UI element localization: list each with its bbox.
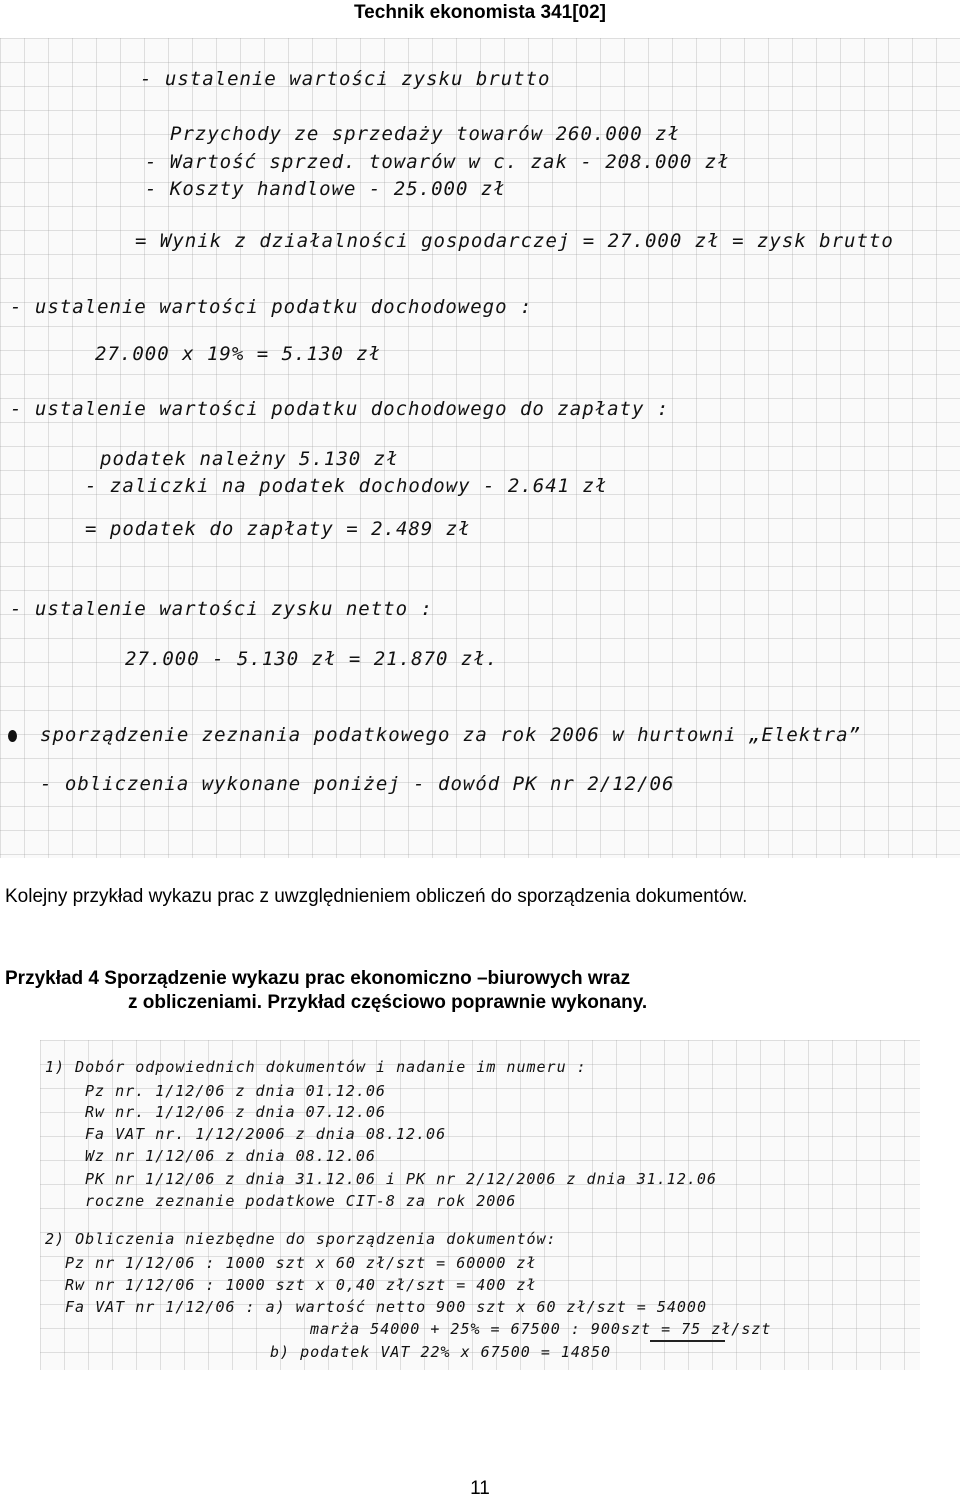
page-number: 11 <box>470 1478 490 1499</box>
handwritten-line: Rw nr 1/12/06 : 1000 szt x 0,40 zł/szt = 400 zł <box>65 1276 537 1294</box>
handwritten-line: sporządzenie zeznania podatkowego za rok 2006 w hurtowni „Elektra” <box>40 724 861 746</box>
handwritten-line: - ustalenie wartości zysku brutto <box>140 68 551 90</box>
handwritten-line: b) podatek VAT 22% x 67500 = 14850 <box>270 1343 612 1361</box>
handwritten-line: - ustalenie wartości zysku netto : <box>10 598 433 620</box>
handwritten-line: - obliczenia wykonane poniżej - dowód PK nr 2/12/06 <box>40 773 675 795</box>
handwritten-line: = Wynik z działalności gospodarczej = 27.000 zł = zysk brutto <box>135 230 894 252</box>
handwritten-line: 2) Obliczenia niezbędne do sporządzenia dokumentów: <box>45 1230 557 1248</box>
handwritten-scan-calculations <box>0 38 960 858</box>
handwritten-line: - zaliczki na podatek dochodowy - 2.641 zł <box>85 475 608 497</box>
example-heading-line2: z obliczeniami. Przykład częściowo poprawnie wykonany. <box>128 992 648 1013</box>
handwritten-line: Fa VAT nr. 1/12/2006 z dnia 08.12.06 <box>85 1125 447 1143</box>
handwritten-line: Fa VAT nr 1/12/06 : a) wartość netto 900 szt x 60 zł/szt = 54000 <box>65 1298 707 1316</box>
handwritten-line: Rw nr. 1/12/06 z dnia 07.12.06 <box>85 1103 386 1121</box>
intro-paragraph: Kolejny przykład wykazu prac z uwzględnieniem obliczeń do sporządzenia dokumentów. <box>5 886 748 907</box>
handwritten-scan-work-list <box>40 1040 920 1370</box>
handwritten-line: Wz nr 1/12/06 z dnia 08.12.06 <box>85 1147 376 1165</box>
example-heading-line1: Przykład 4 Sporządzenie wykazu prac ekonomiczno –biurowych wraz <box>5 968 631 989</box>
handwritten-line: - ustalenie wartości podatku dochodowego do zapłaty : <box>10 398 670 420</box>
handwritten-line: roczne zeznanie podatkowe CIT-8 za rok 2006 <box>85 1192 517 1210</box>
handwritten-line: marża 54000 + 25% = 67500 : 900szt = 75 zł/szt <box>310 1320 772 1338</box>
handwritten-line: - Wartość sprzed. towarów w c. zak - 208.000 zł <box>145 151 730 173</box>
handwritten-line: - Koszty handlowe - 25.000 zł <box>145 178 506 200</box>
handwritten-line: PK nr 1/12/06 z dnia 31.12.06 i PK nr 2/12/2006 z dnia 31.12.06 <box>85 1170 717 1188</box>
handwritten-line: Pz nr. 1/12/06 z dnia 01.12.06 <box>85 1082 386 1100</box>
page-header-title: Technik ekonomista 341[02] <box>353 2 607 23</box>
handwritten-line: Pz nr 1/12/06 : 1000 szt x 60 zł/szt = 60000 zł <box>65 1254 537 1272</box>
handwritten-line: 1) Dobór odpowiednich dokumentów i nadanie im numeru : <box>45 1058 587 1076</box>
bullet-icon <box>8 730 17 742</box>
handwritten-line: - ustalenie wartości podatku dochodowego : <box>10 296 533 318</box>
example-heading <box>5 967 955 1015</box>
handwritten-line: 27.000 - 5.130 zł = 21.870 zł. <box>125 648 499 670</box>
handwritten-line: podatek należny 5.130 zł <box>100 448 399 470</box>
handwritten-line: Przychody ze sprzedaży towarów 260.000 zł <box>170 123 680 145</box>
handwritten-line: = podatek do zapłaty = 2.489 zł <box>85 518 471 540</box>
underline-mark <box>650 1340 725 1342</box>
handwritten-line: 27.000 x 19% = 5.130 zł <box>95 343 382 365</box>
